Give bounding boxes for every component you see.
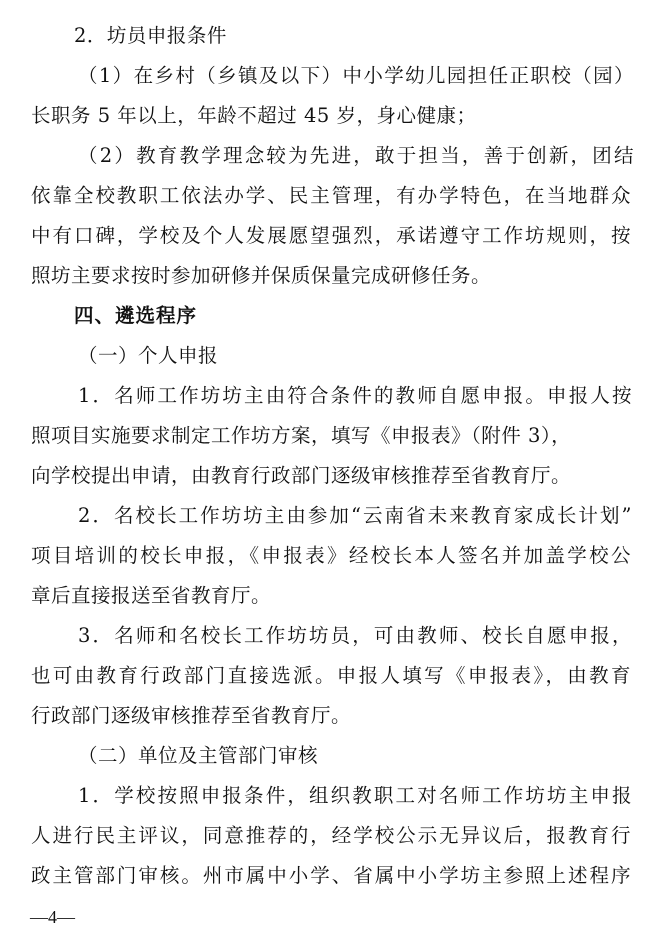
paragraph-line: 向学校提出申请，由教育行政部门逐级审核推荐至省教育厅。 [31,464,572,487]
paragraph-line: 中有口碑，学校及个人发展愿望强烈，承诺遵守工作坊规则，按 [31,224,631,247]
paragraph-line: 3．名师和名校长工作坊坊员，可由教师、校长自愿申报， [78,624,632,647]
subsection-heading-unit-review: （二）单位及主管部门审核 [78,744,319,767]
paragraph-line: 行政部门逐级审核推荐至省教育厅。 [31,704,352,727]
paragraph-line: 项目培训的校长申报，《申报表》经校长本人签名并加盖学校公 [31,544,631,567]
page-number: —4— [30,907,75,927]
paragraph-line: （1）在乡村（乡镇及以下）中小学幼儿园担任正职校（园） [78,64,634,87]
paragraph-line: 政主管部门审核。州市属中小学、省属中小学坊主参照上述程序 [31,864,631,887]
paragraph-line: 长职务 5 年以上，年龄不超过 45 岁，身心健康； [31,104,477,127]
subsection-heading-personal-application: （一）个人申报 [78,344,219,367]
paragraph-line: 1．名师工作坊坊主由符合条件的教师自愿申报。申报人按 [78,384,632,407]
paragraph-line: 也可由教育行政部门直接选派。申报人填写《申报表》，由教育 [31,664,631,687]
subsection-heading-member-conditions: 2．坊员申报条件 [74,24,227,47]
paragraph-line: 1．学校按照申报条件，组织教职工对名师工作坊坊主申报 [78,784,632,807]
paragraph-line: 人进行民主评议，同意推荐的，经学校公示无异议后，报教育行 [31,824,631,847]
paragraph-line: （2）教育教学理念较为先进，敢于担当，善于创新，团结 [78,144,634,167]
paragraph-line: 2．名校长工作坊坊主由参加“云南省未来教育家成长计划” [78,504,632,527]
paragraph-line: 依靠全校教职工依法办学、民主管理，有办学特色，在当地群众 [31,184,631,207]
paragraph-line: 照坊主要求按时参加研修并保质保量完成研修任务。 [31,264,492,287]
section-heading-selection-procedure: 四、遴选程序 [74,304,198,327]
paragraph-line: 章后直接报送至省教育厅。 [31,584,272,607]
paragraph-line: 照项目实施要求制定工作坊方案，填写《申报表》（附件 3）， [31,424,572,447]
